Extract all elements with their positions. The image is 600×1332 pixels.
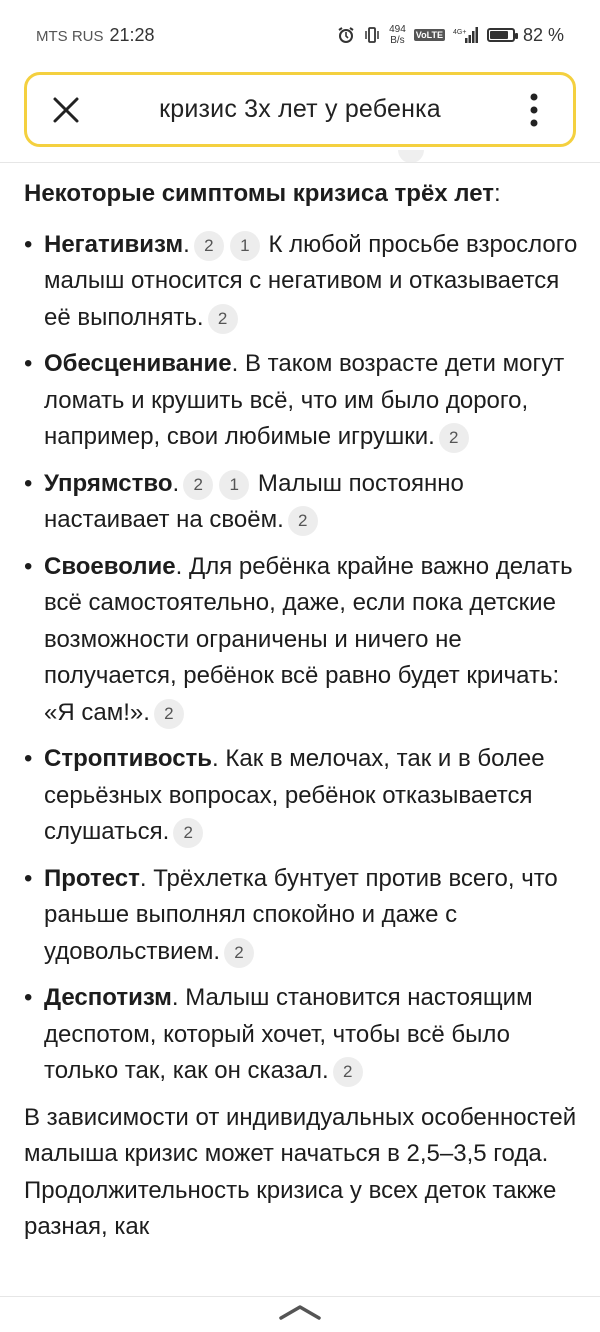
symptom-term: Протест xyxy=(44,864,140,892)
symptom-term: Деспотизм xyxy=(44,984,172,1011)
symptom-term-dot: . xyxy=(172,469,180,497)
symptom-item xyxy=(24,741,580,851)
search-query[interactable]: кризис 3х лет у ребенка xyxy=(159,95,441,123)
symptom-term-dot: . xyxy=(171,984,179,1011)
alarm-icon xyxy=(337,26,355,44)
symptom-item xyxy=(24,346,580,456)
more-vertical-icon xyxy=(530,93,538,127)
symptom-term: Строптивость xyxy=(44,745,213,772)
vibrate-icon xyxy=(363,26,381,44)
source-ref-badge[interactable]: 1 xyxy=(219,470,249,500)
source-ref-badge[interactable]: 2 xyxy=(194,231,224,261)
symptom-description: Малыш постоянно настаивает на своём. xyxy=(44,469,464,533)
symptom-description: К любой просьбе взрослого малыш относится с негативом и отказывается её выполнять. xyxy=(44,230,578,331)
symptoms-heading-colon: : xyxy=(494,180,501,207)
source-ref-badge[interactable]: 2 xyxy=(288,506,318,536)
search-bar[interactable] xyxy=(24,72,576,147)
symptom-description: В таком возрасте дети могут ломать и крушить всё, что им было дорого, например, свои любимые игрушки. xyxy=(44,350,565,450)
symptom-item xyxy=(24,227,580,337)
symptom-term: Своеволие xyxy=(44,552,176,580)
source-ref-badge[interactable]: 2 xyxy=(439,423,469,453)
source-ref-badge[interactable]: 2 xyxy=(208,304,238,334)
source-ref-badge[interactable]: 2 xyxy=(173,818,203,848)
answer-content xyxy=(24,176,580,1246)
symptom-term: Обесценивание xyxy=(44,350,232,377)
symptom-term-dot: . xyxy=(212,745,219,772)
symptom-description: Трёхлетка бунтует против всего, что раньше выполнял спокойно и даже с удовольствием. xyxy=(44,864,558,965)
status-left xyxy=(36,25,155,46)
symptom-item xyxy=(24,980,580,1090)
symptom-item xyxy=(24,466,580,539)
clock: 21:28 xyxy=(109,24,155,45)
more-menu-button[interactable] xyxy=(495,75,573,144)
battery-percent: 82 % xyxy=(522,24,564,45)
network-speed-unit: B/s xyxy=(390,35,405,46)
source-ref-badge[interactable]: 1 xyxy=(230,231,260,261)
symptom-item xyxy=(24,549,580,732)
symptom-term-dot: . xyxy=(183,230,190,258)
battery-icon xyxy=(487,28,515,42)
network-speed-value: 494 xyxy=(389,24,406,35)
symptom-item xyxy=(24,861,580,971)
symptom-term: Упрямство xyxy=(44,469,173,497)
symptoms-heading xyxy=(24,176,580,213)
network-type-label: 4G+ xyxy=(452,29,467,36)
chevron-up-icon[interactable] xyxy=(278,1303,322,1321)
symptom-term-dot: . xyxy=(175,552,183,580)
close-icon xyxy=(52,96,80,124)
age-paragraph: В зависимости от индивидуальных особенностей малыша кризис может начаться в 2,5–3,5 года. Продолжительность кризиса у всех деток также разная, как xyxy=(24,1103,577,1240)
source-ref-badge[interactable]: 2 xyxy=(183,470,213,500)
status-bar xyxy=(0,0,600,70)
symptom-term: Негативизм xyxy=(44,230,184,258)
bottom-sheet-handle[interactable] xyxy=(0,1296,600,1332)
battery-fill xyxy=(490,31,508,39)
source-ref-badge[interactable]: 2 xyxy=(154,699,184,729)
volte-badge: VoLTE xyxy=(415,30,443,40)
signal-icon xyxy=(453,26,479,44)
symptoms-heading-text: Некоторые симптомы кризиса трёх лет xyxy=(24,180,495,207)
symptom-term-dot: . xyxy=(231,350,239,377)
network-speed xyxy=(389,24,406,46)
status-right xyxy=(337,24,564,46)
symptom-description: Малыш становится настоящим деспотом, который хочет, чтобы всё было только так, как он сказал. xyxy=(44,984,533,1084)
carrier-label: MTS RUS xyxy=(36,27,104,45)
source-ref-badge[interactable]: 2 xyxy=(333,1057,363,1087)
header-divider xyxy=(0,162,600,163)
source-ref-badge[interactable]: 2 xyxy=(224,938,254,968)
symptom-description: Для ребёнка крайне важно делать всё самостоятельно, даже, если пока детские возможности ограничены и ничего не получается, ребёнок всё равно будет кричать: «Я сам!». xyxy=(44,552,573,726)
symptom-list xyxy=(24,227,580,1090)
close-button[interactable] xyxy=(27,75,105,144)
symptom-description: Как в мелочах, так и в более серьёзных вопросах, ребёнок отказывается слушаться. xyxy=(44,745,545,845)
symptom-term-dot: . xyxy=(139,864,147,892)
